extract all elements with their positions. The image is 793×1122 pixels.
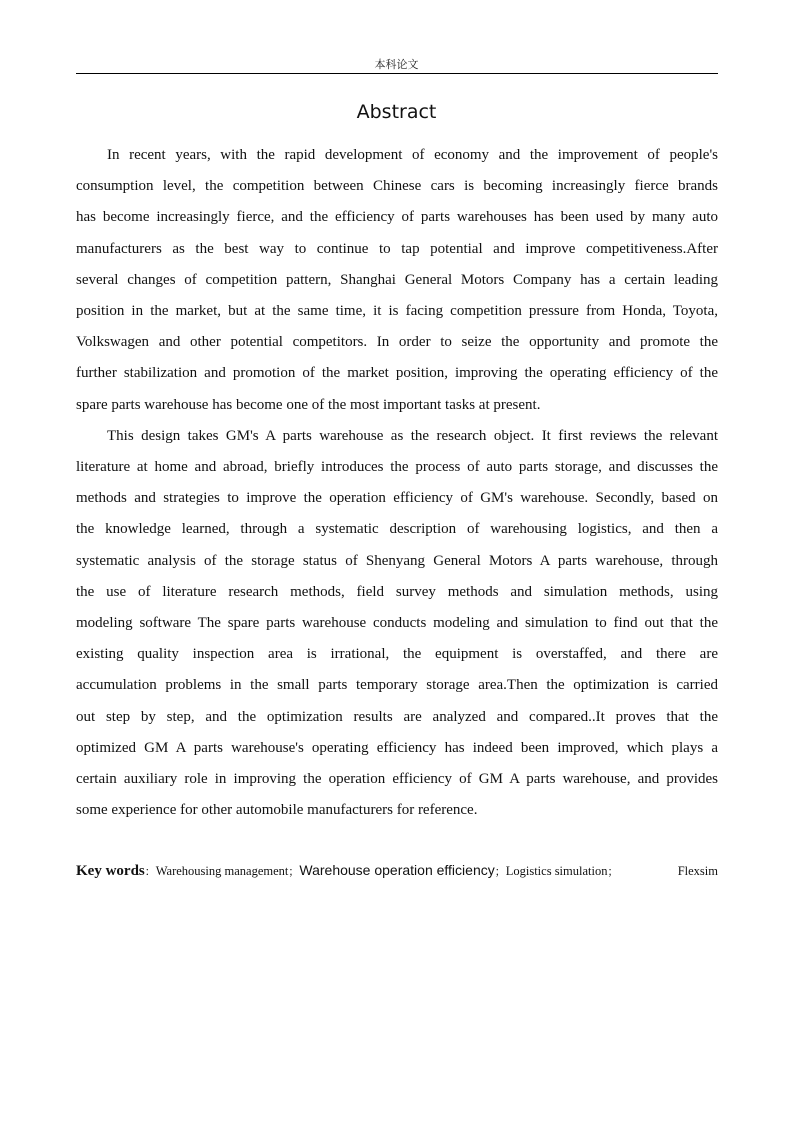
paragraph-line: This design takes GM's A parts warehouse as the research object. It first reviews the relevant xyxy=(107,427,718,444)
paragraph-line: In recent years, with the rapid development of economy and the improvement of people's xyxy=(107,147,718,163)
paragraph-line: existing quality inspection area is irrational, the equipment is overstaffed, and there are xyxy=(76,646,718,663)
paragraph-line: several changes of competition pattern, Shanghai General Motors Company has a certain leading xyxy=(76,271,718,288)
paragraph-line: modeling software The spare parts warehouse conducts modeling and simulation to find out that the xyxy=(76,615,718,632)
paragraph-line: some experience for other automobile manufacturers for reference. xyxy=(76,802,478,819)
paragraph-line: consumption level, the competition between Chinese cars is becoming increasingly fierce brands xyxy=(76,178,718,195)
keyword-separator: ； xyxy=(288,865,300,878)
paragraph-line: methods and strategies to improve the operation efficiency of GM's warehouse. Secondly, based on xyxy=(76,490,718,507)
keyword-item: Logistics simulation xyxy=(505,864,608,878)
paragraph-line: Volkswagen and other potential competitors. In order to seize the opportunity and promote the xyxy=(76,334,718,351)
paragraph-line: literature at home and abroad, briefly introduces the process of auto parts storage, and discusses the xyxy=(76,459,718,476)
keyword-item: Warehouse operation efficiency xyxy=(299,862,495,878)
keyword-separator: ； xyxy=(494,865,506,878)
paragraph-line: systematic analysis of the storage status of Shenyang General Motors A parts warehouse, through xyxy=(76,552,718,569)
paragraph-line: out step by step, and the optimization results are analyzed and compared..It proves that the xyxy=(76,708,718,725)
paragraph-line: accumulation problems in the small parts temporary storage area.Then the optimization is carried xyxy=(76,677,718,694)
paragraph-line: further stabilization and promotion of the market position, improving the operating efficiency of the xyxy=(76,365,718,382)
keywords-lead xyxy=(76,862,618,880)
paragraph-line: optimized GM A parts warehouse's operating efficiency has indeed been improved, which plays a xyxy=(76,739,718,756)
keyword-item: Flexsim xyxy=(677,864,718,878)
keyword-separator: ； xyxy=(607,865,619,878)
paragraph-line: manufacturers as the best way to continue to tap potential and improve competitiveness.After xyxy=(76,240,718,257)
abstract-body xyxy=(76,140,718,826)
keywords-label: Key words xyxy=(76,863,145,879)
header-rule xyxy=(76,73,718,74)
keyword-item: Warehousing management xyxy=(155,864,289,878)
paragraph-line: has become increasingly fierce, and the efficiency of parts warehouses has been used by many auto xyxy=(76,209,718,226)
keywords-colon: ： xyxy=(144,865,156,878)
paragraph-line: the use of literature research methods, field survey methods and simulation methods, using xyxy=(76,583,718,600)
paragraph-line: certain auxiliary role in improving the operation efficiency of GM A parts warehouse, and provides xyxy=(76,771,718,788)
running-header: 本科论文 xyxy=(374,58,419,71)
paragraph-line: the knowledge learned, through a systematic description of warehousing logistics, and then a xyxy=(76,521,718,538)
keywords-line xyxy=(76,862,718,880)
paragraph-line: spare parts warehouse has become one of the most important tasks at present. xyxy=(76,396,541,413)
abstract-title: Abstract xyxy=(356,101,437,123)
paragraph-line: position in the market, but at the same time, it is facing competition pressure from Honda, Toyota, xyxy=(76,303,718,320)
